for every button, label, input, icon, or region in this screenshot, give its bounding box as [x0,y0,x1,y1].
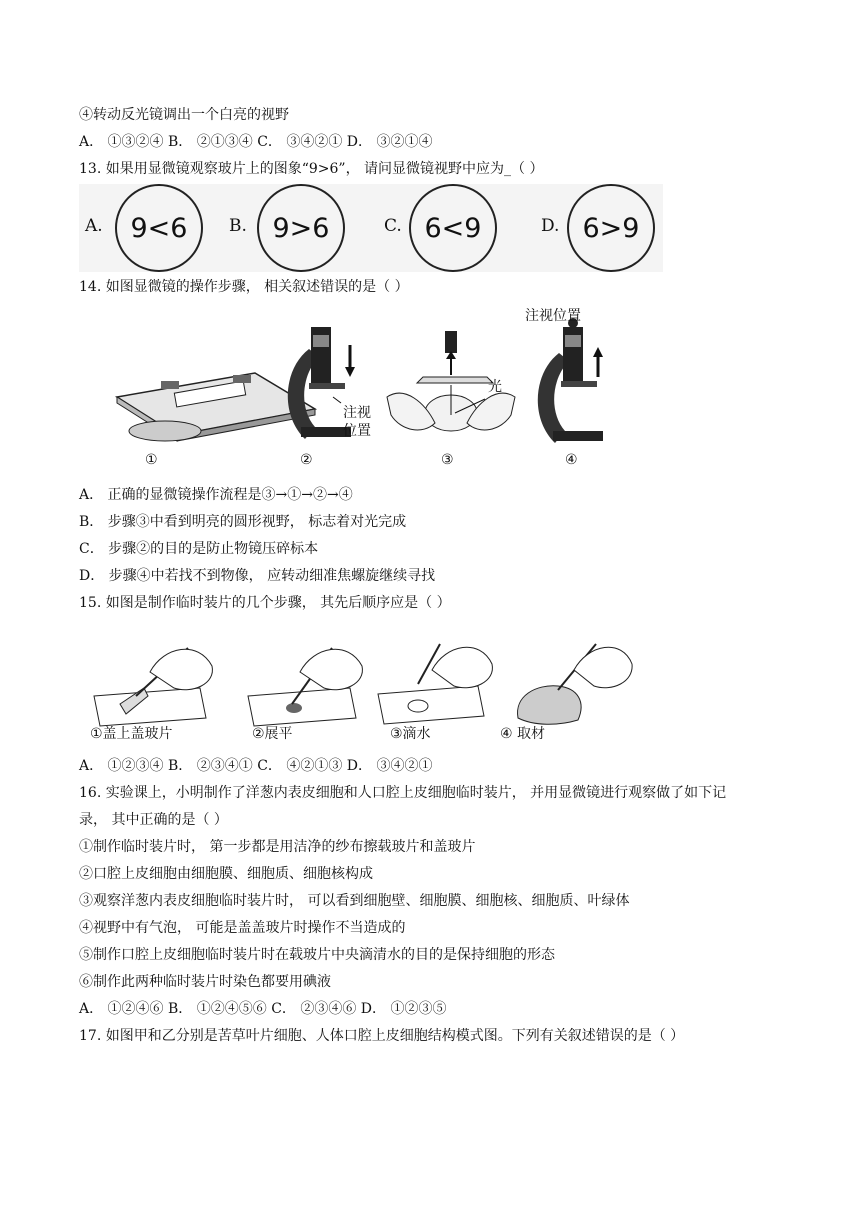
q14-label-watch-pos: 注视位置 [525,308,581,324]
step-drop-water-illustration [378,644,492,724]
q14-label-3: ③ [441,452,454,468]
q15-label-3: ③滴水 [390,726,431,742]
q16-item-5: ⑤制作口腔上皮细胞临时装片时在载玻片中央滴清水的目的是保持细胞的形态 [79,947,555,963]
q16-item-6: ⑥制作此两种临时装片时染色都要用碘液 [79,974,331,990]
q15-label-4: ④ 取材 [500,726,546,742]
step-take-material-illustration [518,644,633,724]
q13-choice-a-circle: 9<6 [115,184,203,272]
q14-label-2: ② [300,452,313,468]
q16-stem-line2: 录， 其中正确的是（ ） [79,812,228,828]
q15-slide-steps-figure [88,626,633,744]
q16-stem-line1: 16. 实验课上，小明制作了洋葱内表皮细胞和人口腔上皮细胞临时装片， 并用显微镜进行观察做了如下记 [79,785,727,801]
q14-option-b: B． 步骤③中看到明亮的圆形视野， 标志着对光完成 [79,514,407,530]
q14-microscope-figure [105,305,625,471]
step-flatten-illustration [248,648,362,726]
q14-label-4: ④ [565,452,578,468]
q14-stem: 14. 如图显微镜的操作步骤， 相关叙述错误的是（ ） [79,279,409,295]
q16-item-1: ①制作临时装片时， 第一步都是用洁净的纱布擦载玻片和盖玻片 [79,839,476,855]
q15-stem: 15. 如图是制作临时装片的几个步骤， 其先后顺序应是（ ） [79,595,451,611]
q14-label-light: 光 [488,379,502,395]
stage-slide-illustration [117,373,315,441]
q16-item-2: ②口腔上皮细胞由细胞膜、细胞质、细胞核构成 [79,866,373,882]
q13-choice-d-circle: 6>9 [567,184,655,272]
q13-figure [79,184,663,272]
microscope-raising-illustration [538,318,603,443]
q13-choice-b-label: B. [229,216,247,236]
q14-option-d: D． 步骤④中若找不到物像， 应转动细准焦螺旋继续寻找 [79,568,436,584]
q15-label-1: ①盖上盖玻片 [90,726,173,742]
q13-choice-b-circle: 9>6 [257,184,345,272]
q14-label-pos: 位置 [343,423,371,439]
q12-options: A． ①③②④ B． ②①③④ C． ③④②① D． ③②①④ [79,134,433,150]
q13-stem: 13. 如果用显微镜观察玻片上的图象“9>6”， 请问显微镜视野中应为_（ ） [79,161,544,177]
q12-step4: ④转动反光镜调出一个白亮的视野 [79,107,289,123]
q16-item-3: ③观察洋葱内表皮细胞临时装片时， 可以看到细胞壁、细胞膜、细胞核、细胞质、叶绿体 [79,893,630,909]
q13-choice-c-circle: 6<9 [409,184,497,272]
q14-option-c: C． 步骤②的目的是防止物镜压碎标本 [79,541,319,557]
q13-choice-d-label: D. [541,216,560,236]
q15-label-2: ②展平 [252,726,293,742]
q14-label-1: ① [145,452,158,468]
q15-options: A． ①②③④ B． ②③④① C． ④②①③ D． ③④②① [79,758,433,774]
q13-choice-a-label: A. [85,216,103,236]
q13-choice-c-label: C. [384,216,402,236]
step-cover-slip-illustration [94,648,212,726]
q17-stem: 17. 如图甲和乙分别是苦草叶片细胞、人体口腔上皮细胞结构模式图。下列有关叙述错误的是（ ） [79,1028,685,1044]
q16-item-4: ④视野中有气泡， 可能是盖盖玻片时操作不当造成的 [79,920,406,936]
q14-label-watch: 注视 [343,405,371,421]
q14-option-a: A． 正确的显微镜操作流程是③→①→②→④ [79,487,353,503]
q16-options: A． ①②④⑥ B． ①②④⑤⑥ C． ②③④⑥ D． ①②③⑤ [79,1001,447,1017]
